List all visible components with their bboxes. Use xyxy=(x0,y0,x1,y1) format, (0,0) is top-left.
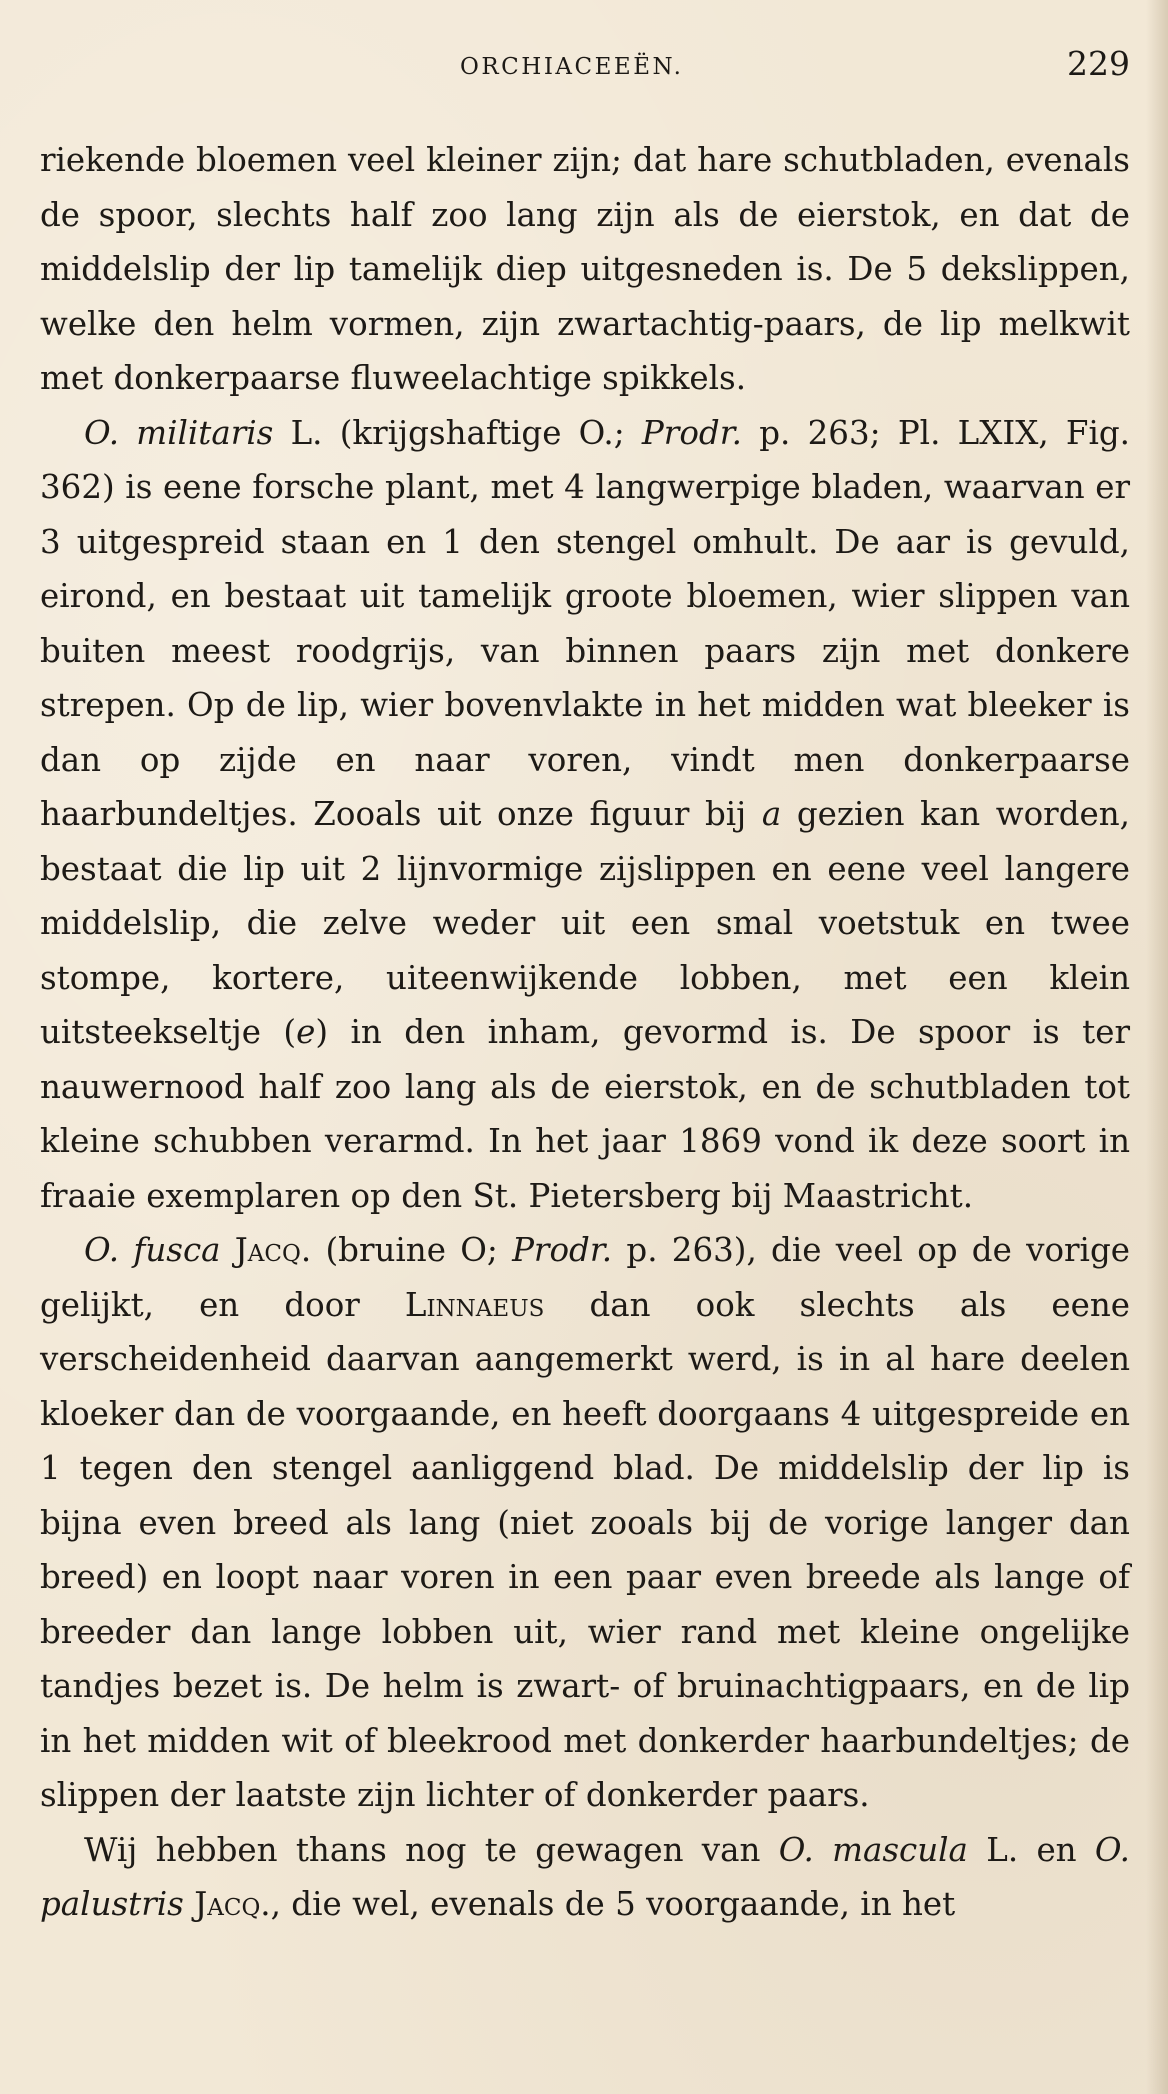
text-segment: dan ook slechts als eene verscheidenheid daarvan aangemerkt werd, is in al hare deelen kloeker dan de voorgaande, en heeft doorgaans 4 uitgespreide en 1 tegen den stengel aanliggend blad. De middelslip der lip is bijna even breed als lang (niet zooals bij de vorige langer dan breed) en loopt naar voren in een paar even breede als lange of breeder dan lange lobben uit, wier rand met kleine ongelijke tandjes bezet is. De helm is zwart- of bruinachtigpaars, en de lip in het midden wit of bleekrood met donkerder haarbundeltjes; de slippen der laatste zijn lichter of donkerder paars. xyxy=(40,1285,1130,1814)
text-segment: Jacq. xyxy=(234,1231,312,1269)
text-segment: riekende bloemen veel kleiner zijn; dat hare schutbladen, evenals de spoor, slechts half zoo lang zijn als de eierstok, en dat de middelslip der lip tamelijk diep uitgesneden is. De 5 dekslippen, welke den helm vormen, zijn zwartachtig-paars, de lip melkwit met donkerpaarse fluweelachtige spikkels. xyxy=(40,141,1130,397)
text-segment: O. palustris xyxy=(40,1830,1130,1923)
page-header xyxy=(40,38,1130,88)
paragraph-2 xyxy=(40,406,1130,1224)
text-segment: Linnaeus xyxy=(404,1285,545,1324)
page-edge-shadow xyxy=(1146,0,1168,2094)
text-segment: e xyxy=(296,1013,316,1051)
text-segment: L. en xyxy=(967,1830,1095,1869)
text-segment: O. fusca xyxy=(84,1231,221,1269)
text-segment xyxy=(221,1231,235,1269)
paragraph-1 xyxy=(40,133,1130,406)
paragraph-4 xyxy=(40,1823,1130,1932)
paragraph-3 xyxy=(40,1223,1130,1823)
text-segment: , die wel, evenals de 5 voorgaande, in het xyxy=(270,1885,956,1923)
text-segment: Prodr. xyxy=(641,413,742,452)
text-segment xyxy=(184,1885,194,1923)
page-number: 229 xyxy=(1067,44,1130,83)
text-segment: ) in den inham, gevormd is. De spoor is ter nauwernood half zoo lang als de eierstok, en de schutbladen tot kleine schubben verarmd. In het jaar 1869 vond ik deze soort in fraaie exemplaren op den St. Pietersberg bij Maastricht. xyxy=(40,1013,1130,1215)
text-segment: Wij hebben thans nog te gewagen van xyxy=(84,1830,779,1869)
text-segment: (bruine O; xyxy=(311,1231,513,1269)
text-segment: Prodr. xyxy=(512,1231,613,1269)
text-segment: gezien kan worden, bestaat die lip uit 2 lijnvormige zijslippen en eene veel langere middelslip, die zelve weder uit een smal voetstuk en twee stompe, kortere, uiteenwijkende lobben, met een klein uitsteekseltje ( xyxy=(40,795,1130,1051)
text-segment: O. militaris xyxy=(84,413,274,452)
running-head: ORCHIACEEËN. xyxy=(460,54,684,80)
text-segment: O. mascula xyxy=(778,1830,968,1869)
text-segment: p. 263; Pl. LXIX, Fig. 362) is eene forsche plant, met 4 langwerpige bladen, waarvan er 3 uitgespreid staan en 1 den stengel omhult. De aar is gevuld, eirond, en bestaat uit tamelijk groote bloemen, wier slippen van buiten meest roodgrijs, van binnen paars zijn met donkere strepen. Op de lip, wier bovenvlakte in het midden wat bleeker is dan op zijde en naar voren, vindt men donkerpaarse haarbundeltjes. Zooals uit onze figuur bij xyxy=(40,413,1130,833)
text-segment: L. (krijgshaftige O.; xyxy=(273,413,642,452)
text-segment: a xyxy=(761,795,782,833)
text-segment: p. 263), die veel op de vorige gelijkt, en door xyxy=(40,1231,1130,1324)
text-segment: Jacq. xyxy=(194,1885,271,1923)
body-text xyxy=(40,133,1130,1932)
